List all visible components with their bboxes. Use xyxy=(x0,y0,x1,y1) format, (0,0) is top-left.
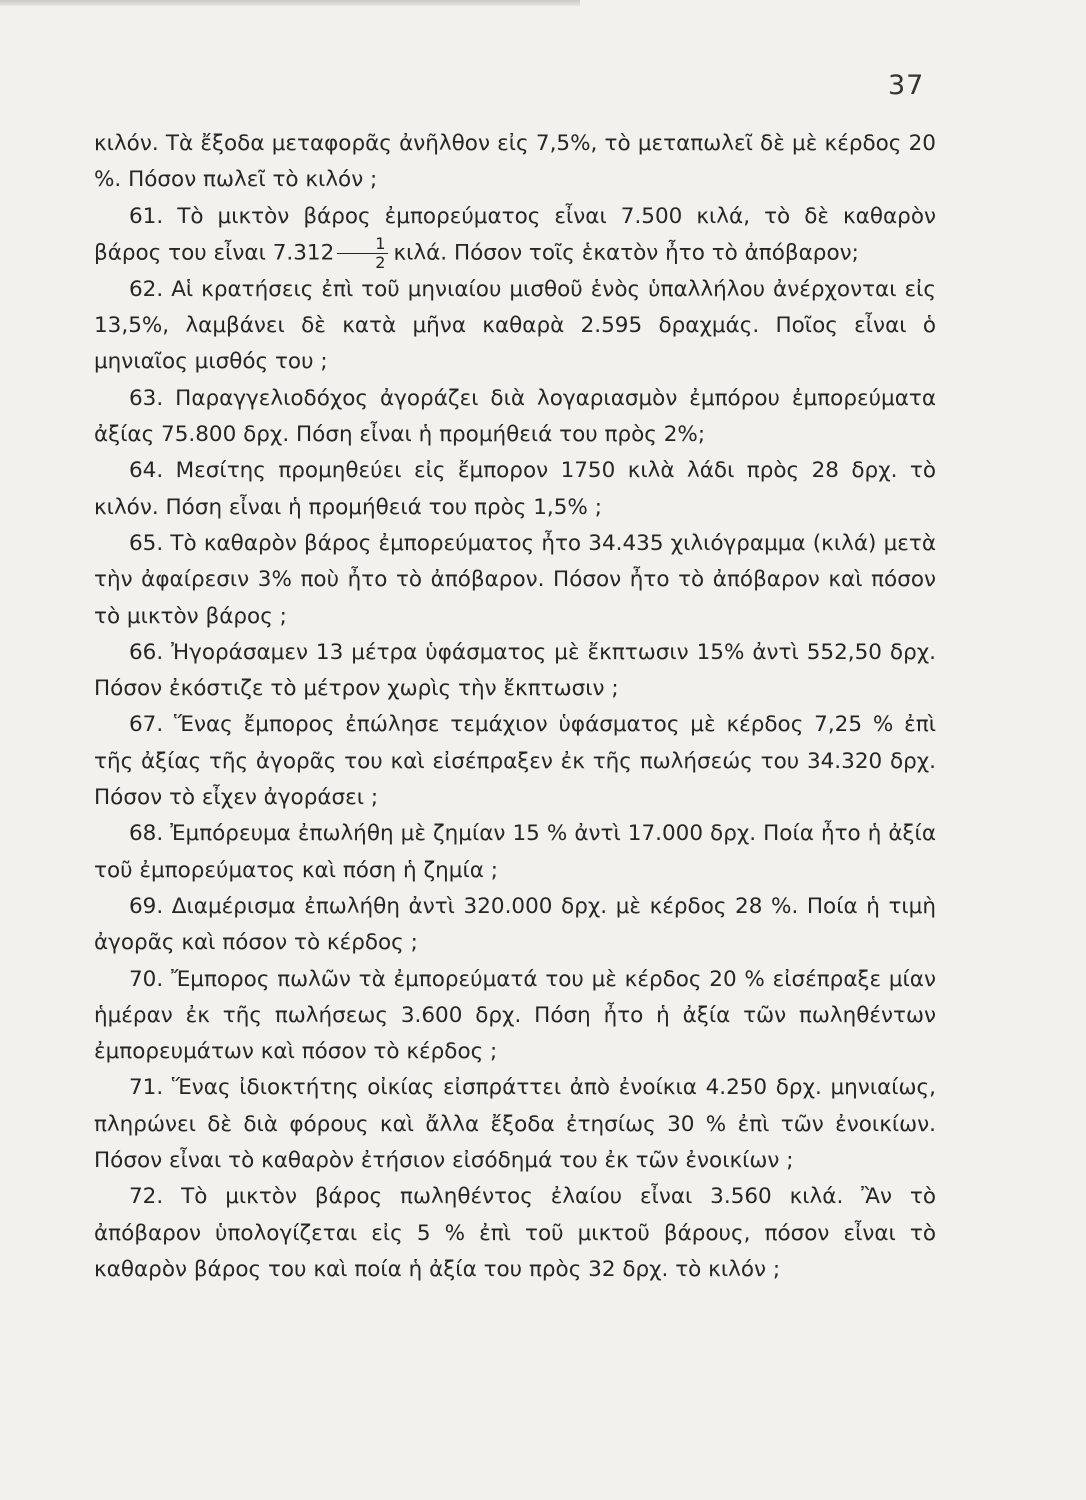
problem-69: 69. Διαμέρισμα ἐπωλήθη ἀντὶ 320.000 δρχ. μὲ κέρδος 28 %. Ποία ἡ τιμὴ ἀγορᾶς καὶ πόσον τὸ κέρδος ; xyxy=(94,893,936,956)
problem-72: 72. Τὸ μικτὸν βάρος πωληθέντος ἐλαίου εἶναι 3.560 κιλά. Ἂν τὸ ἀπόβαρον ὑπολογίζεται εἰς 5 % ἐπὶ τοῦ μικτοῦ βάρους, πόσον εἶναι τὸ καθαρὸν βάρος του καὶ ποία ἡ ἀξία του πρὸς 32 δρχ. τὸ κιλόν ; xyxy=(94,1184,936,1282)
problem-67: 67. Ἕνας ἔμπορος ἐπώλησε τεμάχιον ὑφάσματος μὲ κέρδος 7,25 % ἐπὶ τῆς ἀξίας τῆς ἀγορᾶς του καὶ εἰσέπραξεν ἐκ τῆς πωλήσεώς του 34.320 δρχ. Πόσον τὸ εἶχεν ἀγοράσει ; xyxy=(94,712,936,811)
problem-61 xyxy=(94,199,936,272)
problem-70: 70. Ἔμπορος πωλῶν τὰ ἐμπορεύματά του μὲ κέρδος 20 % εἰσέπραξε μίαν ἡμέραν ἐκ τῆς πωλήσεως 3.600 δρχ. Πόση ἦτο ἡ ἀξία τῶν πωληθέντων ἐμπορευμάτων καὶ πόσον τὸ κέρδος ; xyxy=(94,966,936,1065)
page-number: 37 xyxy=(888,70,925,101)
problem-60-continuation: κιλόν. Τὰ ἔξοδα μεταφορᾶς ἀνῆλθον εἰς 7,5%, τὸ μεταπωλεῖ δὲ μὲ κέρδος 20 %. Πόσον πωλεῖ τὸ κιλόν ; xyxy=(94,131,936,193)
problem-68: 68. Ἐμπόρευμα ἐπωλήθη μὲ ζημίαν 15 % ἀντὶ 17.000 δρχ. Ποία ἦτο ἡ ἀξία τοῦ ἐμπορεύματος καὶ πόση ἡ ζημία ; xyxy=(94,821,936,883)
problem-66: 66. Ἠγοράσαμεν 13 μέτρα ὑφάσματος μὲ ἔκπτωσιν 15% ἀντὶ 552,50 δρχ. Πόσον ἐκόστιζε τὸ μέτρον χωρὶς τὴν ἔκπτωσιν ; xyxy=(94,639,936,702)
fraction-numerator: 1 xyxy=(337,235,388,254)
problem-65: 65. Τὸ καθαρὸν βάρος ἐμπορεύματος ἦτο 34.435 χιλιόγραμμα (κιλά) μετὰ τὴν ἀφαίρεσιν 3% ποὺ ἦτο τὸ ἀπόβαρον. Πόσον ἦτο τὸ ἀπόβαρον καὶ πόσον τὸ μικτὸν βάρος ; xyxy=(94,530,936,629)
problem-62: 62. Αἱ κρατήσεις ἐπὶ τοῦ μηνιαίου μισθοῦ ἑνὸς ὑπαλλήλου ἀνέρχονται εἰς 13,5%, λαμβάνει δὲ κατὰ μῆνα καθαρὰ 2.595 δραχμάς. Ποῖος εἶναι ὁ μηνιαῖος μισθός του ; xyxy=(94,276,936,375)
top-edge-rule xyxy=(0,0,580,6)
problem-63: 63. Παραγγελιοδόχος ἀγοράζει διὰ λογαριασμὸν ἐμπόρου ἐμπορεύματα ἀξίας 75.800 δρχ. Πόση εἶναι ἡ προμήθειά του πρὸς 2%; xyxy=(94,385,936,448)
problem-61-question: κιλά. Πόσον τοῖς ἑκατὸν ἦτο τὸ ἀπόβαρον; xyxy=(393,240,859,266)
problem-64: 64. Μεσίτης προμηθεύει εἰς ἔμπορον 1750 κιλὰ λάδι πρὸς 28 δρχ. τὸ κιλόν. Πόση εἶναι ἡ προμήθειά του πρὸς 1,5% ; xyxy=(94,458,936,520)
fraction-denominator: 2 xyxy=(375,252,386,272)
fraction-one-half xyxy=(337,235,388,272)
problem-list xyxy=(94,126,936,1288)
problem-61-text: 61. Τὸ μικτὸν βάρος ἐμπορεύματος εἶναι 7.500 κιλά, τὸ δὲ καθαρὸν βάρος του εἶναι 7.312 xyxy=(94,203,936,266)
problem-71: 71. Ἕνας ἰδιοκτήτης οἰκίας εἰσπράττει ἀπὸ ἐνοίκια 4.250 δρχ. μηνιαίως, πληρώνει δὲ διὰ φόρους καὶ ἄλλα ἔξοδα ἐτησίως 30 % ἐπὶ τῶν ἐνοικίων. Πόσον εἶναι τὸ καθαρὸν ἐτήσιον εἰσόδημά του ἐκ τῶν ἐνοικίων ; xyxy=(94,1075,936,1174)
